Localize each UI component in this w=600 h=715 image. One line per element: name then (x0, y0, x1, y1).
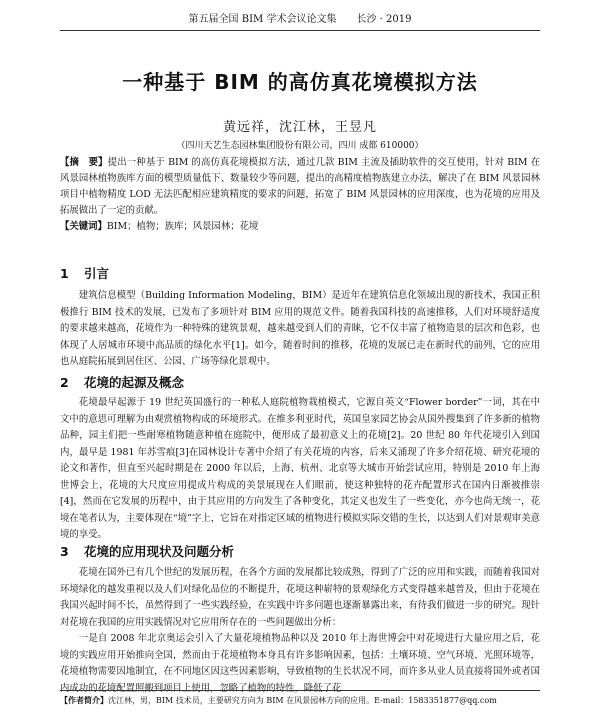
keywords-text: BIM；植物；族库；风景园林；花境 (106, 221, 259, 232)
section-body-3 (60, 565, 540, 697)
affiliation: （四川天艺生态园林集团股份有限公司，四川 成都 610000） (176, 141, 424, 151)
paper-title: 一种基于 BIM 的高仿真花境模拟方法 (122, 70, 478, 94)
abstract-text: 提出一种基于 BIM 的高仿真花境模拟方法，通过几款 BIM 主流及插助软件的交互使用，针对 BIM 在风景园林植物族库方面的模型质量低下、数量较少等问题，提出的高精度植物族建立办法，解决了在 BIM 风景园林项目中植物精度 LOD 无法匹配相应建筑精度的要求的问题，拓宽了 BIM 风景园林的应用深度，也为花境的应用及拓展做出了一定的贡献。 (60, 157, 540, 216)
abstract-label: 【摘 要】 (60, 157, 108, 168)
author-list: 黄远祥，沈江林，王昱凡 (222, 120, 377, 135)
section-title: 花境的起源及概念 (84, 375, 185, 390)
keywords-line (60, 219, 540, 235)
paragraph: 一是自 2008 年北京奥运会引入了大量花境植物品种以及 2010 年上海世博会中对花境进行大量应用之后，花境的实践应用开始推向全国，然而由于花境植物本身具有许多影响因素，包括：土壤环境、空气环境、光照环境等，花境植物需要因地制宜，在不同地区因这些因素影响，导致植物的生长状况不同，而许多从业人员直接将国外或者国内成功的花境配置照搬到项目上使用，忽略了植物的特性，降低了花 (60, 633, 540, 694)
section-title: 花境的应用现状及问题分析 (84, 544, 235, 559)
keywords-label: 【关键词】 (60, 221, 107, 232)
author-bio-footnote (60, 690, 540, 707)
paragraph: 花境最早起源于 19 世纪英国盛行的一种私人庭院植物栽植模式，它源自英文“Flower border”一词，其在中文中的意思可理解为由观赏植物构成的环境形式。在维多利亚时代，英国皇家园艺协会从国外搜集到了许多新的植物品种，园主们把一些耐寒植物随意种植在庭院中，便形成了最初意义上的花境[2]。20 世纪 80 年代花境引入到国内，最早是 1981 年苏雪痕[3]在园林设计专著中介绍了有关花境的内容，后来又涌现了许多介绍花境、研究花境的论文和著作，但直至兴起时期是在 2000 年以后，上海、杭州、北京等大城市开始尝试应用，特别是 2010 年上海世博会上，花境的大尺度应用提成片构成的美景展现在人们眼前，使这种独特的花卉配置形式在国内日渐被推崇[4]，然而在它发展的历程中，由于其应用的方向发生了各种变化，其定义也发生了一些变化，亦今也尚无统一，花境在笔者认为，主要体现在“境”字上，它旨在对指定区域的植物进行模拟实际交错的生长，以达到人们对景观审美意境的享受。 (60, 397, 540, 540)
section-body-2 (60, 395, 540, 544)
section-heading-3 (60, 542, 540, 560)
paragraph: 花境在国外已有几个世纪的发展历程，在各个方面的发展都比较成熟，得到了广泛的应用和实践，而随着我国对环境绿化的越发重视以及人们对绿化品位的不断提升，花境这种崭特的景观绿化方式变得越来越普及，但由于花境在我国兴起时间不长，虽然得到了一些实践经验，在实践中许多问题也逐渐暴露出来，有待我们做进一步的研究。现针对花境在我国的应用实践情况对它应用所存在的一些问题做出分析： (60, 567, 540, 628)
section-body-1 (60, 288, 540, 371)
section-number: 2 (60, 375, 69, 390)
section-number: 1 (60, 266, 69, 281)
footnote-label: 【作者简介】 (60, 696, 108, 705)
section-number: 3 (60, 544, 69, 559)
abstract-paragraph (60, 155, 540, 219)
footnote-text: 沈江林，男，BIM 技术员，主要研究方向为 BIM 在风景园林方向的应用。E-mail：1583351877@qq.com (108, 696, 497, 705)
section-heading-1 (60, 264, 540, 282)
paragraph: 建筑信息模型（Building Information Modeling，BIM）是近年在建筑信息化领域出现的新技术，我国正积极推行 BIM 技术的发展，已发布了多项针对 BIM 应用的规范文件。随着我国科技的高速推移，人们对环境舒适度的要求越来越高，花境作为一种特殊的建筑景观，越来越受到人们的青睐，它不仅丰富了植物造景的层次和色彩，也体现了人居城市环境中高品质的绿化水平[1]。如今，随着时间的推移，花境的发展已走在新时代的前列，它的应用也从庭院拓展到居住区、公园、广场等绿化景观中。 (60, 290, 540, 367)
section-title: 引言 (84, 266, 110, 281)
section-heading-2 (60, 373, 540, 391)
running-header: 第五届全国 BIM 学术会议论文集 长沙 · 2019 (60, 10, 540, 31)
abstract-block (60, 155, 540, 235)
